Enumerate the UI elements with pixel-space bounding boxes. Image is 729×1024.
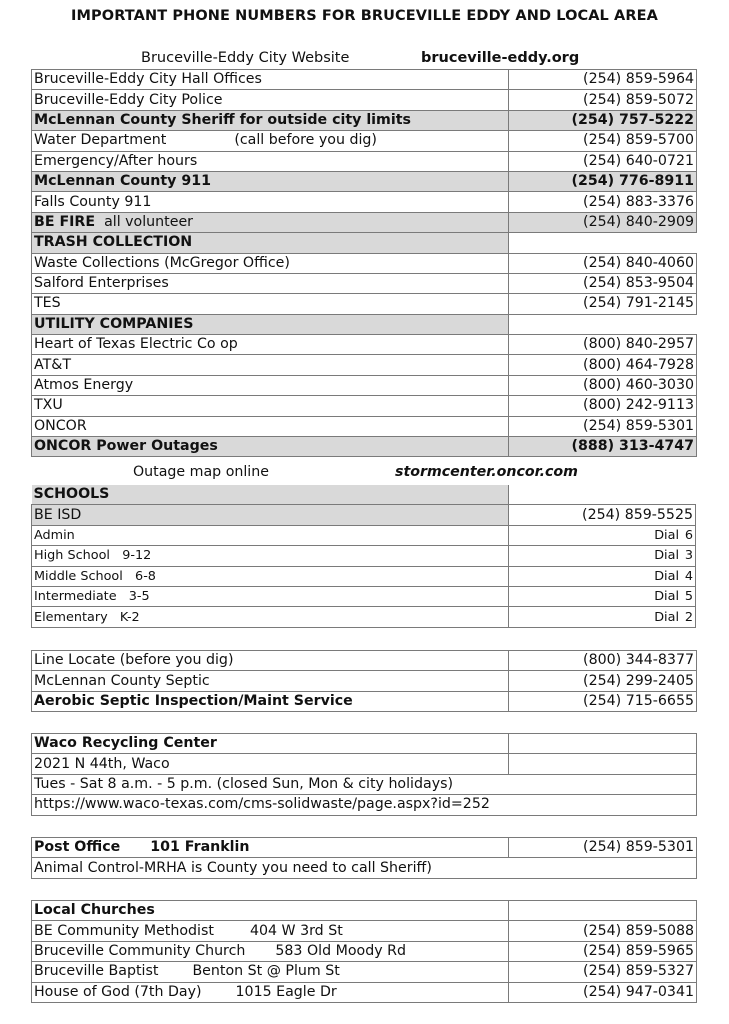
church-name [32,962,509,982]
table-row [32,151,697,171]
church-name [32,941,509,961]
contact-phone[interactable]: (254) 883-3376 [509,192,697,212]
table-row [32,774,697,794]
contact-phone[interactable]: (254) 840-4060 [509,253,697,273]
contact-name: AT&T [32,355,509,375]
school-dial[interactable] [508,607,696,627]
contact-phone[interactable]: (254) 640-0721 [509,151,697,171]
dial-label: Dial [654,548,679,564]
table-row [32,70,697,90]
dial-number: 2 [684,609,693,625]
table-row [32,901,697,921]
table-row [32,375,697,395]
table-row [32,838,697,858]
church-name-text: Bruceville Community Church [34,942,246,959]
table-row [32,335,697,355]
section-header-trash [32,233,697,253]
contact-phone[interactable]: (254) 776-8911 [509,171,697,191]
table-row [32,962,697,982]
church-phone[interactable]: (254) 947-0341 [509,982,697,1002]
contact-phone[interactable]: (254) 853-9504 [509,273,697,293]
church-phone[interactable]: (254) 859-5327 [509,962,697,982]
school-name-text: Admin [34,527,75,543]
contact-name: Waste Collections (McGregor Office) [32,253,509,273]
service-name: McLennan County Septic [32,671,509,691]
dial-label: Dial [654,609,679,625]
service-name: Line Locate (before you dig) [32,651,509,671]
school-grades: 6-8 [135,568,156,584]
dial-number: 4 [684,568,693,584]
church-name [32,921,509,941]
church-address: 404 W 3rd St [249,922,343,939]
table-row [32,212,697,232]
contact-name-text: Water Department [34,132,167,149]
website-label: Bruceville-Eddy City Website [141,50,350,66]
animal-control-note: Animal Control-MRHA is County you need to call Sheriff) [32,858,697,878]
contact-name: TES [32,294,509,314]
contact-phone[interactable]: (888) 313-4747 [509,437,697,457]
contact-phone[interactable]: (254) 791-2145 [509,294,697,314]
table-row [32,795,697,815]
contact-name: Bruceville-Eddy City Police [32,90,509,110]
contact-name: Emergency/After hours [32,151,509,171]
church-phone[interactable]: (254) 859-5965 [509,941,697,961]
outage-map-line [31,464,693,483]
table-row [32,921,697,941]
recycling-name: Waco Recycling Center [32,734,509,754]
page-title: IMPORTANT PHONE NUMBERS FOR BRUCEVILLE EDDY AND LOCAL AREA [71,8,658,24]
school-grades: K-2 [119,609,140,625]
recycling-hours: Tues - Sat 8 a.m. - 5 p.m. (closed Sun, Mon & city holidays) [32,774,697,794]
contact-name: Salford Enterprises [32,273,509,293]
school-district-name: BE ISD [32,505,509,525]
contact-note: all volunteer [104,213,194,230]
post-office-label: Post Office [34,839,121,856]
contact-phone[interactable]: (800) 460-3030 [509,375,697,395]
school-name-text: High School [34,548,110,564]
table-row [32,525,696,545]
post-office-phone[interactable]: (254) 859-5301 [509,838,697,858]
table-row [32,110,697,130]
contact-phone[interactable]: (800) 840-2957 [509,335,697,355]
dial-label: Dial [654,527,679,543]
table-row [32,671,697,691]
school-dial[interactable] [508,546,696,566]
dial-number: 5 [684,589,693,605]
website-link[interactable]: bruceville-eddy.org [421,50,580,66]
table-row [32,131,697,151]
table-row [32,505,696,525]
table-row [32,607,696,627]
school-name [32,525,509,545]
section-title: SCHOOLS [32,485,509,505]
main-contacts-table [31,69,697,457]
table-row [32,651,697,671]
recycling-address: 2021 N 44th, Waco [32,754,509,774]
post-office-name [32,838,509,858]
table-row [32,253,697,273]
church-name-text: House of God (7th Day) [34,983,202,1000]
churches-table [31,900,697,1003]
school-name [32,566,509,586]
church-address: 583 Old Moody Rd [275,942,406,959]
church-name-text: BE Community Methodist [34,922,214,939]
dial-number: 6 [684,527,693,543]
table-row [32,586,696,606]
contact-phone[interactable]: (254) 840-2909 [509,212,697,232]
outage-map-link[interactable]: stormcenter.oncor.com [395,464,578,480]
recycling-url[interactable]: https://www.waco-texas.com/cms-solidwaste/page.aspx?id=252 [32,795,697,815]
section-header-utilities [32,314,697,334]
contact-name: McLennan County Sheriff for outside city limits [32,110,509,130]
section-header-schools [32,485,696,505]
dial-label: Dial [654,568,679,584]
dial-number: 3 [684,548,693,564]
table-row [32,273,697,293]
table-row [32,546,696,566]
school-grades: 3-5 [128,589,150,605]
church-address: Benton St @ Plum St [192,963,340,980]
table-row [32,691,697,711]
contact-name: TXU [32,396,509,416]
table-row [32,437,697,457]
contact-note: (call before you dig) [234,132,377,149]
contact-phone[interactable]: (800) 242-9113 [509,396,697,416]
dial-label: Dial [654,589,679,605]
service-phone[interactable]: (254) 715-6655 [509,691,697,711]
table-row [32,396,697,416]
table-row [32,734,697,754]
school-district-phone[interactable]: (254) 859-5525 [508,505,696,525]
table-row [32,941,697,961]
school-name-text: Intermediate [34,589,117,605]
recycling-table [31,733,697,816]
contact-name: Heart of Texas Electric Co op [32,335,509,355]
contact-name [32,212,509,232]
contact-name: ONCOR [32,416,509,436]
contact-phone[interactable]: (254) 859-5964 [509,70,697,90]
contact-phone[interactable]: (254) 859-5301 [509,416,697,436]
school-dial[interactable] [508,566,696,586]
table-row [32,355,697,375]
table-row [32,90,697,110]
table-row [32,416,697,436]
services-table [31,650,697,712]
contact-name: Falls County 911 [32,192,509,212]
website-line [31,50,693,69]
table-row [32,192,697,212]
section-title: Local Churches [32,901,509,921]
post-office-table [31,837,697,879]
service-name: Aerobic Septic Inspection/Maint Service [32,691,509,711]
school-dial[interactable] [508,525,696,545]
church-address: 1015 Eagle Dr [235,983,337,1000]
contact-name [32,131,509,151]
contact-phone[interactable]: (254) 859-5072 [509,90,697,110]
contact-name: Bruceville-Eddy City Hall Offices [32,70,509,90]
contact-phone[interactable]: (800) 464-7928 [509,355,697,375]
section-title: TRASH COLLECTION [32,233,509,253]
table-row [32,982,697,1002]
table-row [32,171,697,191]
school-grades: 9-12 [122,548,152,564]
school-name [32,586,509,606]
school-dial[interactable] [508,586,696,606]
contact-phone[interactable]: (254) 757-5222 [509,110,697,130]
contact-name-text: BE FIRE [34,213,96,230]
schools-table [31,485,696,628]
church-name [32,982,509,1002]
contact-phone[interactable]: (254) 859-5700 [509,131,697,151]
outage-map-label: Outage map online [133,464,269,480]
section-title: UTILITY COMPANIES [32,314,509,334]
post-office-address: 101 Franklin [150,839,250,856]
school-name-text: Elementary [34,609,108,625]
church-phone[interactable]: (254) 859-5088 [509,921,697,941]
contact-name: ONCOR Power Outages [32,437,509,457]
school-name [32,607,509,627]
service-phone[interactable]: (254) 299-2405 [509,671,697,691]
table-row [32,858,697,878]
school-name-text: Middle School [34,568,123,584]
contact-name: Atmos Energy [32,375,509,395]
church-name-text: Bruceville Baptist [34,963,159,980]
contact-name: McLennan County 911 [32,171,509,191]
table-row [32,754,697,774]
service-phone[interactable]: (800) 344-8377 [509,651,697,671]
school-name [32,546,509,566]
table-row [32,566,696,586]
table-row [32,294,697,314]
